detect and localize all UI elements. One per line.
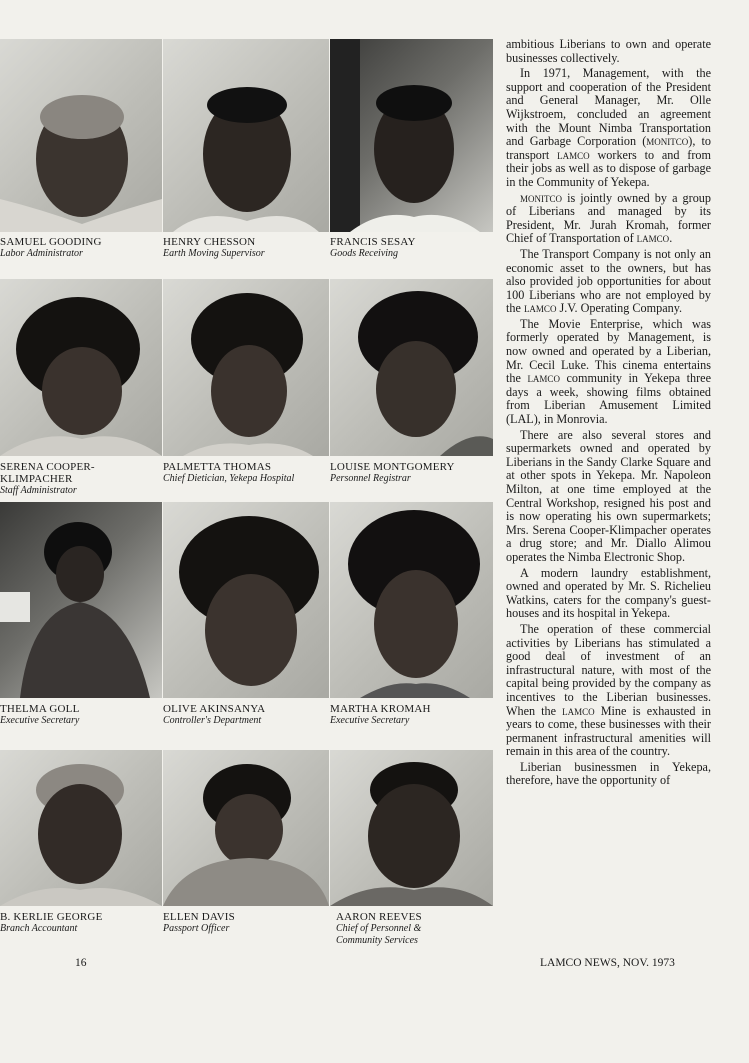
publication-footer: LAMCO NEWS, NOV. 1973: [540, 957, 675, 969]
page-number: 16: [75, 957, 87, 969]
paragraph-2: In 1971, Management, with the support and cooperation of the President and General Manager, Mr. Olle Wijkstroem, concluded an agreement with the Mount Nimba Transportation and Garbage Corporation (monitco), to transport lamco workers to and from their jobs as well as to dispose of garbage in the Community of Yekepa.: [506, 66, 711, 189]
photo-henry-chesson: [163, 39, 329, 232]
caption-martha-kromah: MARTHA KROMAH Executive Secretary: [330, 703, 431, 726]
photo-martha-kromah: [330, 502, 493, 698]
paragraph-6: There are also several stores and supermarkets owned and operated by Liberians in the Sandy Clarke Square and at other spots in Yekepa. Mr. Napoleon Milton, at one time employed at the Central Workshop, resigned his post and is now operating his own supermarkets; Mrs. Serena Cooper-Klimpacher operates a drug store; and Mr. Diallo Alimou operates the Nimba Electronic Shop.: [506, 427, 711, 564]
paragraph-4: The Transport Company is not only an economic asset to the owners, but has also provided job opportunities for about 100 Liberians who are not employed by the lamco J.V. Operating Company.: [506, 246, 711, 316]
caption-ellen-davis: ELLEN DAVIS Passport Officer: [163, 911, 235, 934]
article-column: [506, 38, 711, 790]
photo-louise-montgomery: [330, 279, 493, 456]
caption-francis-sesay: FRANCIS SESAY Goods Receiving: [330, 236, 416, 259]
caption-samuel-gooding: SAMUEL GOODING Labor Administrator: [0, 236, 102, 259]
caption-olive-akinsanya: OLIVE AKINSANYA Controller's Department: [163, 703, 266, 726]
caption-serena-cooper-klimpacher: SERENA COOPER- KLIMPACHER Staff Administrator: [0, 461, 95, 496]
paragraph-8: The operation of these commercial activities by Liberians has stimulated a good deal of investment of an infrastructural nature, with most of the capital being provided by the company as incentives to the Liberian businesses. When the lamco Mine is exhausted in years to come, these businesses with their permanent infrastructural amenities will remain in this area of the country.: [506, 621, 711, 759]
photo-palmetta-thomas: [163, 279, 329, 456]
paragraph-5: The Movie Enterprise, which was formerly operated by Management, is now owned and operated by a Liberian, Mr. Cecil Luke. This cinema entertains the lamco community in Yekepa three days a week, showing films obtained from Liberian Amusement Limited (LAL), in Monrovia.: [506, 316, 711, 427]
photo-samuel-gooding: [0, 39, 162, 232]
photo-olive-akinsanya: [163, 502, 329, 698]
caption-thelma-goll: THELMA GOLL Executive Secretary: [0, 703, 80, 726]
caption-kerlie-george: B. KERLIE GEORGE Branch Accountant: [0, 911, 103, 934]
caption-palmetta-thomas: PALMETTA THOMAS Chief Dietician, Yekepa Hospital: [163, 461, 295, 484]
caption-aaron-reeves: AARON REEVES Chief of Personnel & Community Services: [336, 911, 422, 946]
paragraph-7: A modern laundry establishment, owned and operated by Mr. S. Richelieu Watkins, caters for the company's guest-houses and its hospital in Yekepa.: [506, 565, 711, 621]
photo-aaron-reeves: [330, 750, 493, 906]
photo-francis-sesay: [330, 39, 493, 232]
paragraph-9: Liberian businessmen in Yekepa, therefore, have the opportunity of: [506, 759, 711, 788]
caption-louise-montgomery: LOUISE MONTGOMERY Personnel Registrar: [330, 461, 455, 484]
photo-serena-cooper-klimpacher: [0, 279, 162, 456]
photo-ellen-davis: [163, 750, 329, 906]
caption-henry-chesson: HENRY CHESSON Earth Moving Supervisor: [163, 236, 265, 259]
photo-thelma-goll: [0, 502, 162, 698]
photo-kerlie-george: [0, 750, 162, 906]
paragraph-1: ambitious Liberians to own and operate businesses collectively.: [506, 37, 711, 65]
paragraph-3: monitco is jointly owned by a group of Liberians and managed by its President, Mr. Jurah Kromah, former Chief of Transportation of lamco.: [506, 190, 711, 246]
